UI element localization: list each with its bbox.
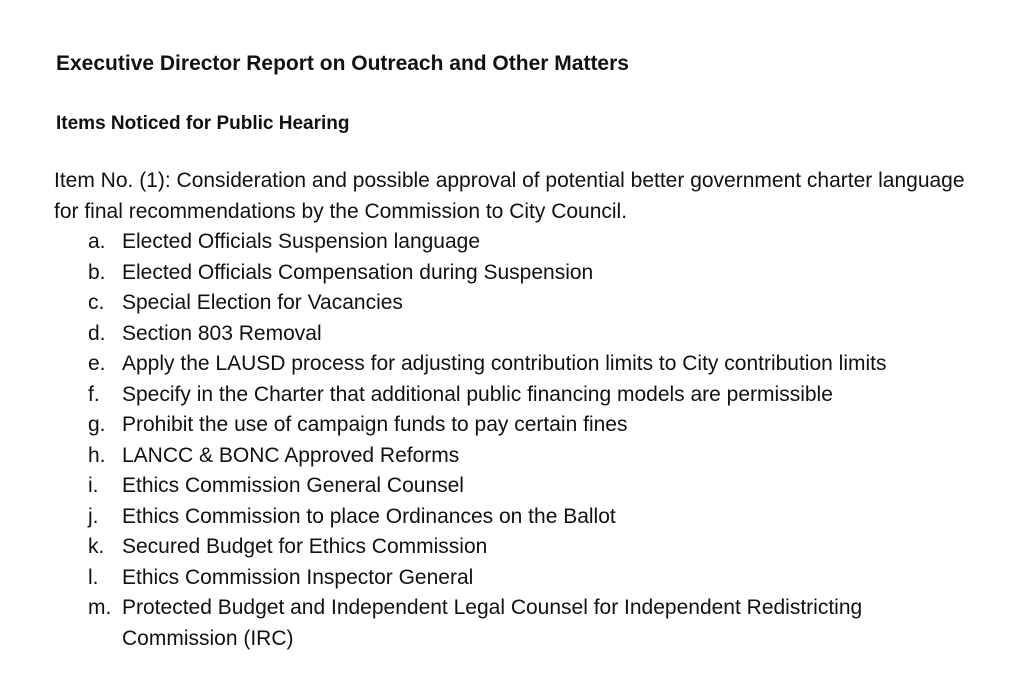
list-text: Ethics Commission to place Ordinances on the Ballot (122, 504, 616, 528)
list-letter: l. (88, 565, 99, 589)
item-intro-text: Item No. (1): Consideration and possible approval of potential better government charter language for final recommendations by the Commission to City Council. (54, 169, 965, 223)
list-letter: d. (88, 321, 106, 345)
list-letter: e. (88, 352, 106, 375)
list-item-g (0, 410, 962, 441)
list-item-h (0, 441, 962, 472)
list-item-d (0, 319, 962, 350)
list-letter: a. (88, 230, 106, 253)
list-letter: j. (88, 504, 99, 528)
list-item-l (0, 563, 962, 594)
list-text: Special Election for Vacancies (122, 291, 403, 314)
list-letter: i. (88, 474, 99, 497)
list-item-c (0, 288, 962, 319)
list-text: Ethics Commission General Counsel (122, 474, 464, 497)
list-text: Secured Budget for Ethics Commission (122, 535, 488, 558)
list-letter: b. (88, 260, 106, 284)
list-item-j (0, 502, 962, 533)
list-letter: m. (88, 596, 112, 619)
item-list (0, 227, 962, 654)
list-text: Protected Budget and Independent Legal Counsel for Independent Redistricting Commission (IRC) (122, 596, 863, 650)
list-text: Section 803 Removal (122, 321, 322, 345)
list-letter: f. (88, 382, 100, 406)
list-letter: k. (88, 535, 105, 558)
list-text: Elected Officials Compensation during Suspension (122, 260, 594, 284)
list-text: Specify in the Charter that additional public financing models are permissible (122, 382, 833, 406)
list-item-a (0, 227, 962, 258)
list-text: LANCC & BONC Approved Reforms (122, 443, 460, 467)
list-item-i (0, 471, 962, 502)
list-item-k (0, 532, 962, 563)
subsection-title: Items Noticed for Public Hearing (56, 113, 350, 134)
list-letter: h. (88, 443, 106, 467)
list-item-e (0, 349, 962, 380)
list-text: Elected Officials Suspension language (122, 230, 481, 253)
list-text: Ethics Commission Inspector General (122, 565, 474, 589)
list-letter: g. (88, 413, 106, 436)
list-item-b (0, 258, 962, 289)
list-letter: c. (88, 291, 105, 314)
list-item-f (0, 380, 962, 411)
section-title: Executive Director Report on Outreach and Other Matters (56, 52, 629, 75)
list-text: Apply the LAUSD process for adjusting contribution limits to City contribution limits (122, 352, 887, 375)
list-item-m (0, 593, 962, 654)
list-text: Prohibit the use of campaign funds to pay certain fines (122, 413, 628, 436)
